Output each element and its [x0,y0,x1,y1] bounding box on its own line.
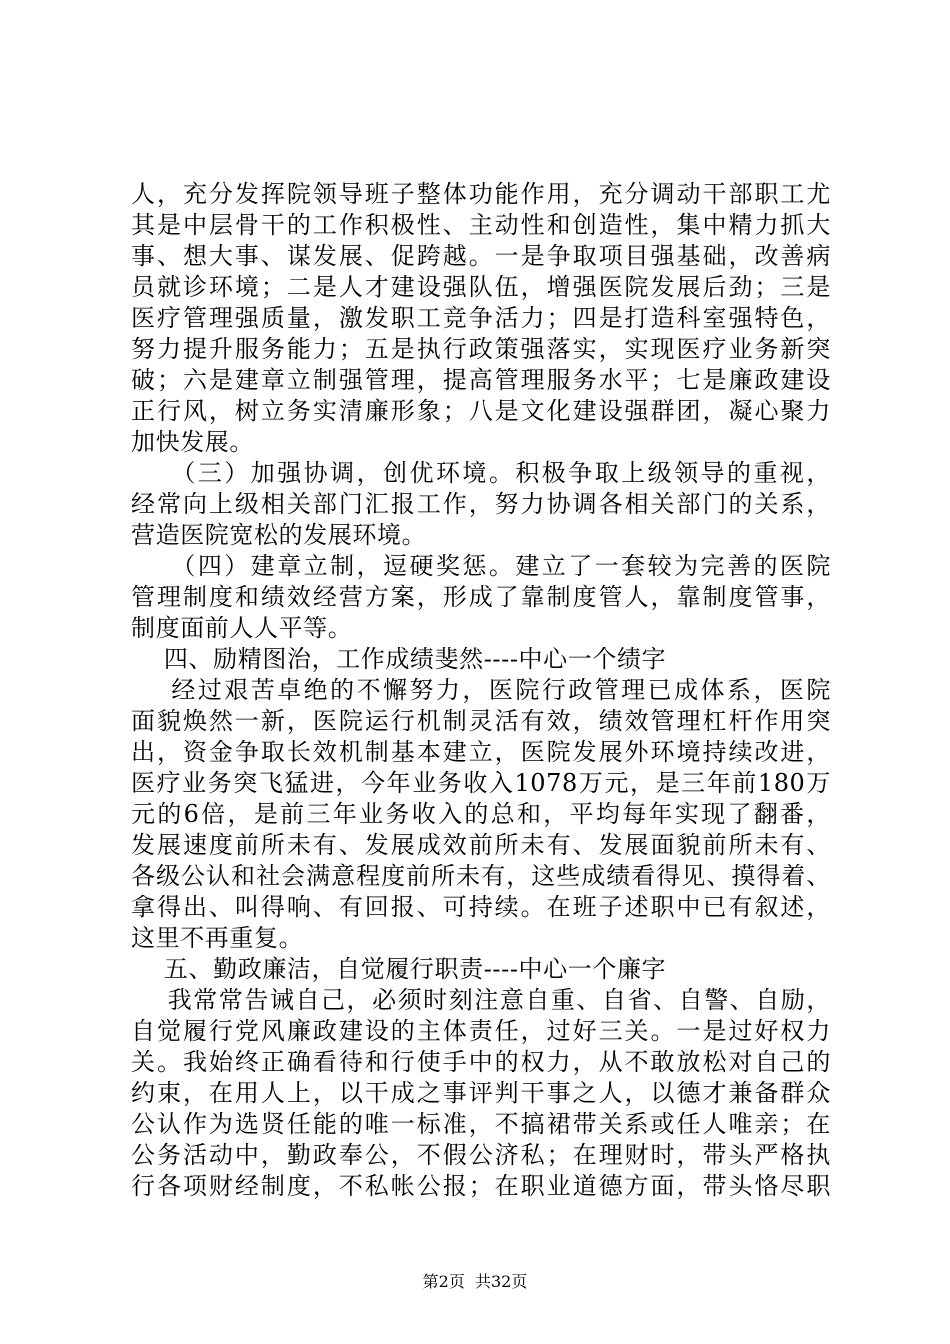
text-line: 医疗业务突飞猛进，今年业务收入1078万元，是三年前180万 [131,769,831,797]
text-line: 关。我始终正确看待和行使手中的权力，从不敢放松对自己的 [131,1048,831,1076]
text-line: 发展速度前所未有、发展成效前所未有、发展面貌前所未有、 [131,831,831,859]
text-line: （三）加强协调，创优环境。积极争取上级领导的重视， [131,459,831,487]
text-line: 经过艰苦卓绝的不懈努力，医院行政管理已成体系，医院 [131,676,831,704]
text-line: 制度面前人人平等。 [131,614,353,642]
text-line: 公务活动中，勤政奉公，不假公济私；在理财时，带头严格执 [131,1141,831,1169]
text-line: 加快发展。 [131,428,254,456]
text-line: 拿得出、叫得响、有回报、可持续。在班子述职中已有叙述， [131,893,831,921]
text-line: 自觉履行党风廉政建设的主体责任，过好三关。一是过好权力 [131,1017,831,1045]
text-line: 我常常告诫自己，必须时刻注意自重、自省、自警、自励， [131,986,831,1014]
text-line: 其是中层骨干的工作积极性、主动性和创造性，集中精力抓大 [131,211,831,239]
text-line: 公认作为选贤任能的唯一标准，不搞裙带关系或任人唯亲；在 [131,1110,831,1138]
text-line: 破；六是建章立制强管理，提高管理服务水平；七是廉政建设 [131,366,831,394]
text-line: 医疗管理强质量，激发职工竞争活力；四是打造科室强特色， [131,304,831,332]
section-heading: 四、励精图治，工作成绩斐然----中心一个绩字 [131,645,667,673]
text-line: 营造医院宽松的发展环境。 [131,521,427,549]
text-line: 正行风，树立务实清廉形象；八是文化建设强群团，凝心聚力 [131,397,831,425]
text-line: 员就诊环境；二是人才建设强队伍，增强医院发展后劲；三是 [131,273,831,301]
text-line: 元的6倍，是前三年业务收入的总和，平均每年实现了翻番， [131,800,831,828]
text-line: 努力提升服务能力；五是执行政策强落实，实现医疗业务新突 [131,335,831,363]
text-line: 行各项财经制度，不私帐公报；在职业道德方面，带头恪尽职 [131,1172,831,1200]
section-heading: 五、勤政廉洁，自觉履行职责----中心一个廉字 [131,955,667,983]
text-line: 各级公认和社会满意程度前所未有，这些成绩看得见、摸得着、 [131,862,831,890]
text-line: 事、想大事、谋发展、促跨越。一是争取项目强基础，改善病 [131,242,831,270]
text-line: 约束，在用人上，以干成之事评判干事之人，以德才兼备群众 [131,1079,831,1107]
text-line: 管理制度和绩效经营方案，形成了靠制度管人，靠制度管事， [131,583,831,611]
text-line: 人，充分发挥院领导班子整体功能作用，充分调动干部职工尤 [131,180,831,208]
page-number-footer: 第2页 共32页 [422,1272,528,1291]
text-line: 面貌焕然一新，医院运行机制灵活有效，绩效管理杠杆作用突 [131,707,831,735]
document-body [131,179,831,1202]
text-line: 经常向上级相关部门汇报工作，努力协调各相关部门的关系， [131,490,831,518]
text-line: 出，资金争取长效机制基本建立，医院发展外环境持续改进， [131,738,831,766]
text-line: 这里不再重复。 [131,924,304,952]
text-line: （四）建章立制，逗硬奖惩。建立了一套较为完善的医院 [131,552,831,580]
